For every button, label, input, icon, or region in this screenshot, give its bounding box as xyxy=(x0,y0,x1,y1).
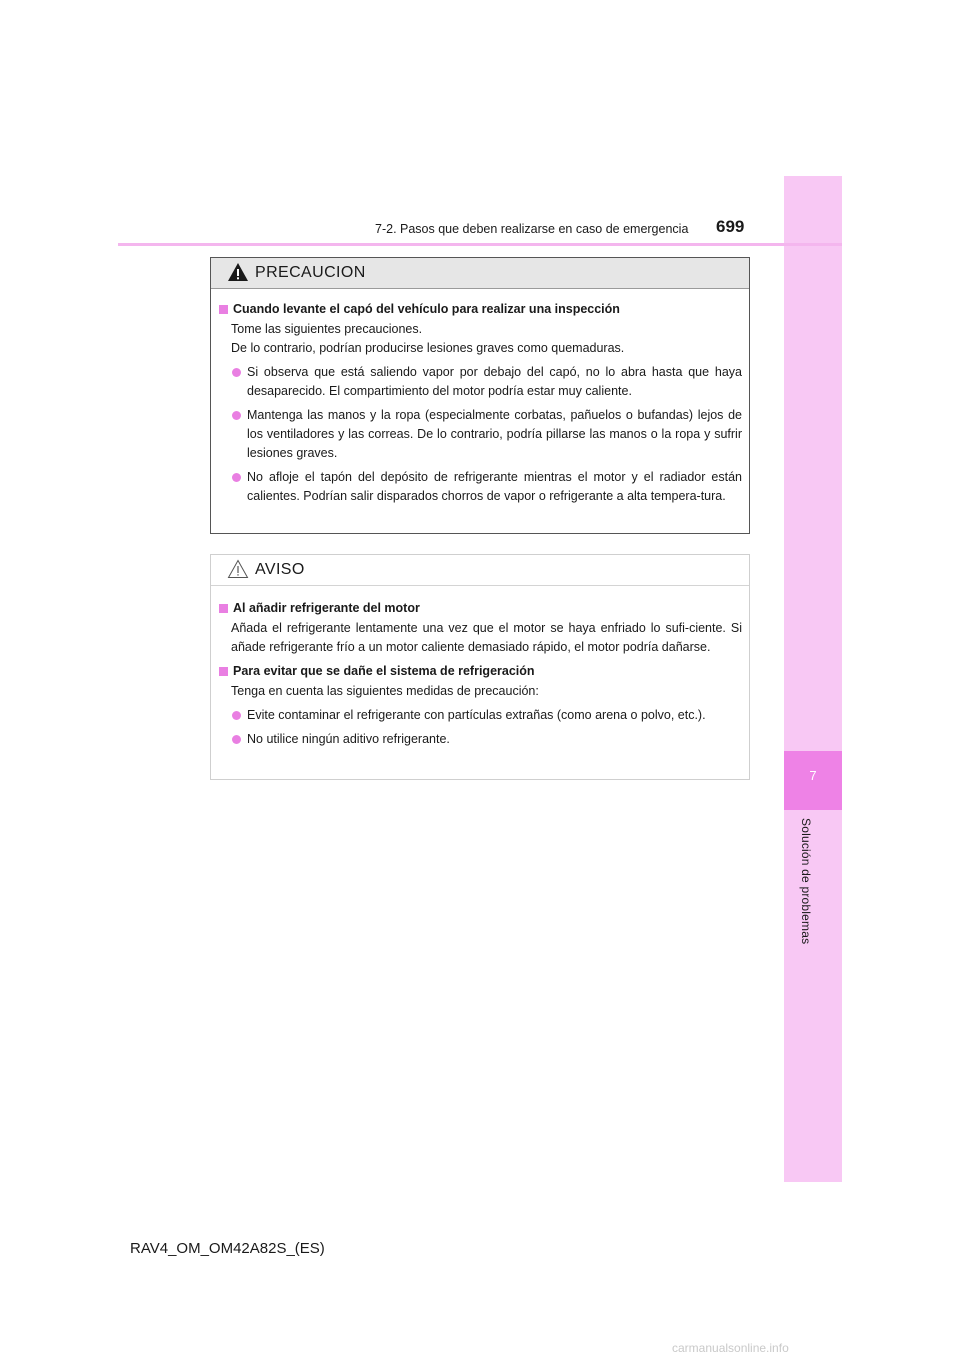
circle-bullet-icon xyxy=(232,711,241,720)
square-bullet-icon xyxy=(219,305,228,314)
caution-intro-line: Tome las siguientes precauciones. xyxy=(231,322,423,336)
square-bullet-icon xyxy=(219,667,228,676)
chapter-title: Solución de problemas xyxy=(799,818,813,945)
caution-title: PRECAUCION xyxy=(255,264,366,281)
notice-bullet-text: No utilice ningún aditivo refrigerante. xyxy=(247,732,450,746)
notice-heading-text: Para evitar que se dañe el sistema de refrigeración xyxy=(233,664,535,678)
notice-bullet xyxy=(218,706,742,725)
manual-code: RAV4_OM_OM42A82S_(ES) xyxy=(130,1240,325,1257)
caution-header xyxy=(211,258,749,289)
page-number: 699 xyxy=(716,217,745,236)
warning-triangle-filled-icon xyxy=(227,262,249,282)
circle-bullet-icon xyxy=(232,735,241,744)
caution-bullet xyxy=(218,468,742,506)
chapter-side-tab xyxy=(784,176,842,1182)
caution-bullet xyxy=(218,363,742,401)
notice-paragraph: Añada el refrigerante lentamente una vez que el motor se haya enfriado lo sufi-ciente. Si añade refrigerante frío a un motor caliente demasiado rápido, el motor podría dañarse. xyxy=(231,621,742,654)
notice-heading xyxy=(218,599,742,618)
circle-bullet-icon xyxy=(232,411,241,420)
notice-box xyxy=(210,554,750,780)
caution-bullet xyxy=(218,406,742,463)
circle-bullet-icon xyxy=(232,368,241,377)
caution-intro-line: De lo contrario, podrían producirse lesiones graves como quemaduras. xyxy=(231,341,625,355)
caution-box xyxy=(210,257,750,534)
header-rule xyxy=(118,243,842,246)
caution-bullet-text: Mantenga las manos y la ropa (especialmente corbatas, pañuelos o bufandas) lejos de los ventiladores y las correas. De lo contrario, podría pillarse las manos o la ropa y sufrir lesiones graves. xyxy=(247,408,742,460)
notice-header xyxy=(211,555,749,586)
section-title: 7-2. Pasos que deben realizarse en caso de emergencia xyxy=(375,222,689,236)
caution-bullet-text: No afloje el tapón del depósito de refrigerante mientras el motor y el radiador están calientes. Podrían salir disparados chorros de vapor o refrigerante a alta tempera-tura. xyxy=(247,470,742,503)
chapter-number: 7 xyxy=(809,768,817,783)
caution-bullet-text: Si observa que está saliendo vapor por debajo del capó, no lo abra hasta que haya desaparecido. El compartimiento del motor podría estar muy caliente. xyxy=(247,365,742,398)
caution-intro xyxy=(218,320,742,358)
square-bullet-icon xyxy=(219,604,228,613)
notice-paragraph: Tenga en cuenta las siguientes medidas de precaución: xyxy=(231,684,539,698)
caution-heading xyxy=(218,300,742,319)
notice-heading-text: Al añadir refrigerante del motor xyxy=(233,601,420,615)
notice-bullet xyxy=(218,730,742,749)
notice-bullet-text: Evite contaminar el refrigerante con partículas extrañas (como arena o polvo, etc.). xyxy=(247,708,706,722)
circle-bullet-icon xyxy=(232,473,241,482)
notice-title: AVISO xyxy=(255,561,305,578)
watermark: carmanualsonline.info xyxy=(672,1341,789,1355)
notice-heading xyxy=(218,662,742,681)
caution-heading-text: Cuando levante el capó del vehículo para realizar una inspección xyxy=(233,302,620,316)
warning-triangle-outline-icon xyxy=(227,559,249,579)
